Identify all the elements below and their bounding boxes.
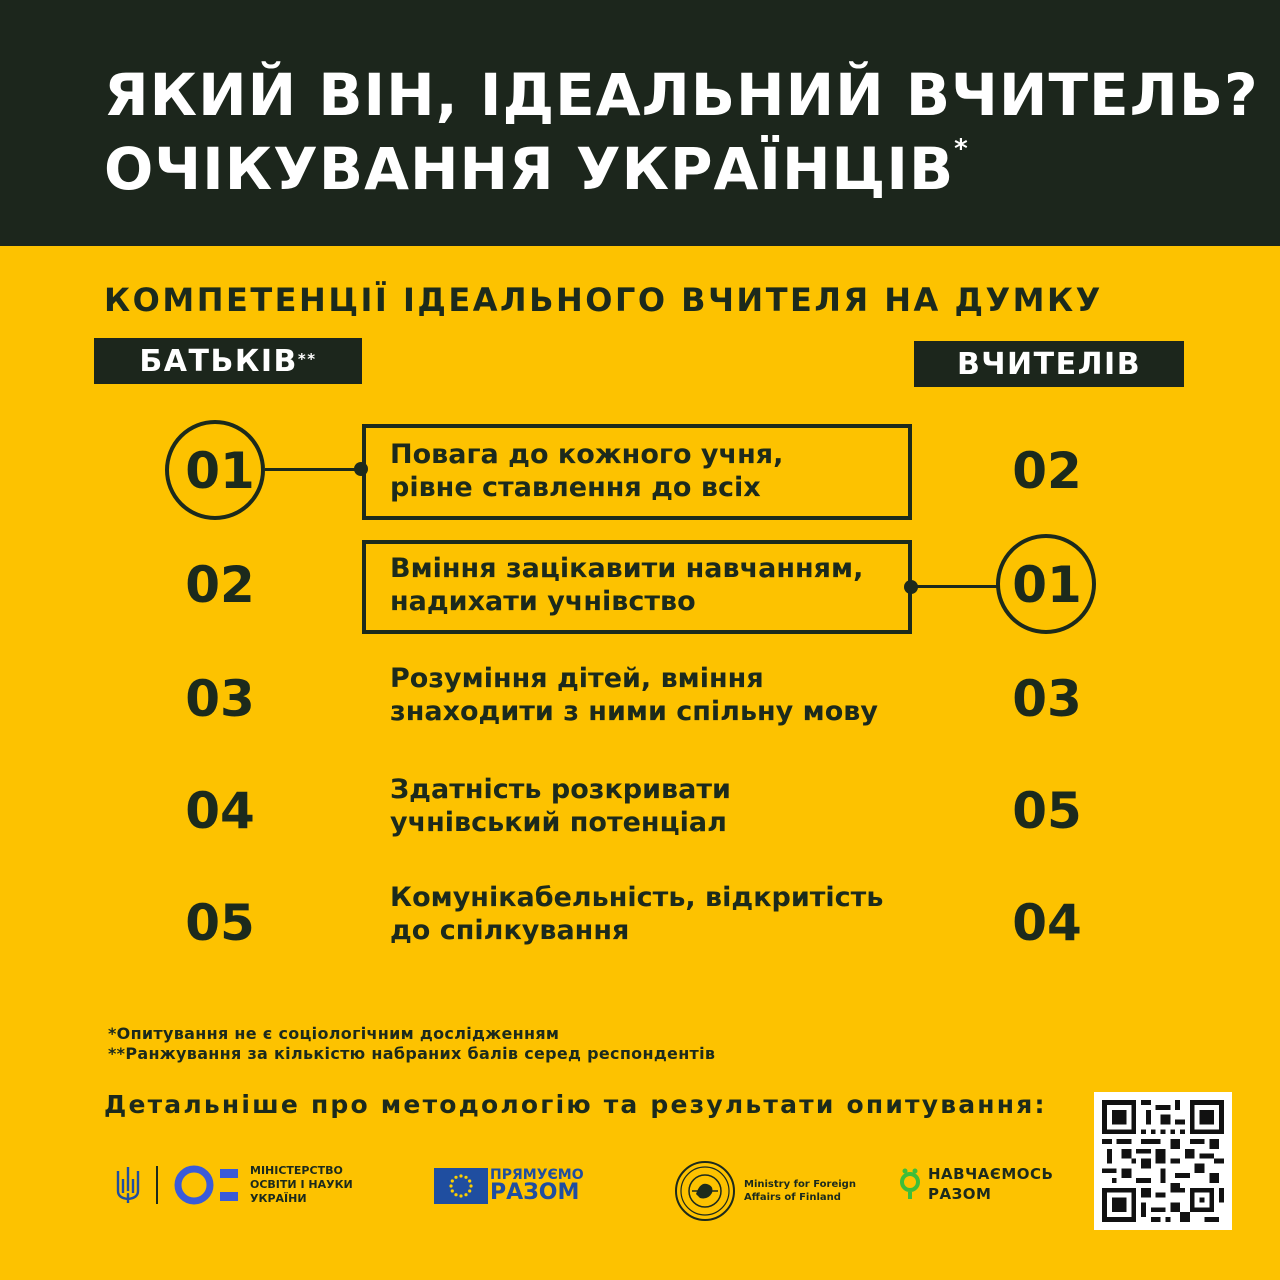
- title-text-2: ОЧІКУВАННЯ УКРАЇНЦІВ: [104, 135, 955, 203]
- parents-rank-3: 03: [185, 670, 255, 728]
- logo-finland-ministry: [674, 1160, 856, 1222]
- ministry-label-1: МІНІСТЕРСТВО: [250, 1164, 343, 1177]
- teachers-rank-2: 01: [1012, 556, 1082, 614]
- parents-rank-1: 01: [185, 442, 255, 500]
- logo-learning-together: [898, 1164, 1053, 1204]
- finland-label-2: Affairs of Finland: [744, 1192, 841, 1203]
- teachers-rank-3: 03: [1012, 670, 1082, 728]
- header-banner: [0, 0, 1280, 246]
- item-4-line-2: учнівський потенціал: [390, 807, 727, 838]
- footnote-2: **Ранжування за кількістю набраних балів серед респондентів: [108, 1044, 716, 1063]
- item-2-line-1: Вміння зацікавити навчанням,: [390, 553, 864, 584]
- logo-separator: [156, 1166, 158, 1204]
- item-text-3: [390, 662, 930, 728]
- eu-label: [490, 1168, 584, 1204]
- item-text-5: [390, 881, 930, 947]
- parents-rank-2: 02: [185, 556, 255, 614]
- finland-seal-icon: [674, 1160, 736, 1222]
- subtitle: КОМПЕТЕНЦІЇ ІДЕАЛЬНОГО ВЧИТЕЛЯ НА ДУМКУ: [104, 281, 1103, 319]
- item-3-line-1: Розуміння дітей, вміння: [390, 663, 764, 694]
- title-line-1: [104, 61, 1259, 129]
- more-info-text: Детальніше про методологію та результати опитування:: [104, 1090, 1047, 1119]
- learning-label: [928, 1164, 1053, 1204]
- ministry-label-2: ОСВІТИ І НАУКИ: [250, 1178, 353, 1191]
- title-line-2: [104, 134, 969, 203]
- title-text-1: ЯКИЙ ВІН, ІДЕАЛЬНИЙ ВЧИТЕЛЬ?: [104, 61, 1259, 129]
- teachers-label: ВЧИТЕЛІВ: [956, 346, 1142, 382]
- parents-label: БАТЬКІВ: [139, 343, 298, 379]
- item-text-2: [390, 552, 930, 618]
- item-5-line-2: до спілкування: [390, 915, 630, 946]
- logo-ministry-education: [114, 1160, 353, 1210]
- eu-label-1: ПРЯМУЄМО: [490, 1167, 584, 1183]
- teachers-rank-5: 04: [1012, 894, 1082, 952]
- item-text-1: [390, 438, 930, 504]
- finland-label-1: Ministry for Foreign: [744, 1179, 856, 1190]
- qr-code[interactable]: [1094, 1092, 1232, 1230]
- finland-label: [744, 1178, 856, 1204]
- green-pin-icon: [898, 1168, 922, 1200]
- logo-eu-together: [434, 1168, 584, 1204]
- learning-label-1: НАВЧАЄМОСЬ: [928, 1165, 1054, 1183]
- teachers-tag: [914, 341, 1184, 387]
- item-2-line-2: надихати учнівство: [390, 586, 696, 617]
- eu-label-2: РАЗОМ: [490, 1180, 580, 1205]
- eu-flag-icon: [434, 1168, 488, 1204]
- ministry-mark-icon: [172, 1163, 242, 1207]
- item-4-line-1: Здатність розкривати: [390, 774, 731, 805]
- footnote-1: *Опитування не є соціологічним дослідженням: [108, 1024, 560, 1043]
- parents-rank-4: 04: [185, 782, 255, 840]
- learning-label-2: РАЗОМ: [928, 1185, 992, 1203]
- item-1-line-1: Повага до кожного учня,: [390, 439, 784, 470]
- item-5-line-1: Комунікабельність, відкритість: [390, 882, 884, 913]
- trident-icon: [114, 1165, 142, 1205]
- ministry-label-3: УКРАЇНИ: [250, 1192, 307, 1205]
- item-1-line-2: рівне ставлення до всіх: [390, 472, 761, 503]
- teachers-rank-1: 02: [1012, 442, 1082, 500]
- parents-connector-line: [265, 468, 361, 471]
- parents-footnote-mark: **: [297, 350, 317, 368]
- teachers-rank-4: 05: [1012, 782, 1082, 840]
- title-footnote-mark: *: [954, 134, 969, 164]
- footnotes: [108, 1024, 715, 1064]
- item-3-line-2: знаходити з ними спільну мову: [390, 696, 878, 727]
- item-text-4: [390, 773, 930, 839]
- parents-tag: [94, 338, 362, 384]
- parents-rank-5: 05: [185, 894, 255, 952]
- ministry-label: [250, 1164, 353, 1206]
- qr-code-icon: [1102, 1100, 1224, 1222]
